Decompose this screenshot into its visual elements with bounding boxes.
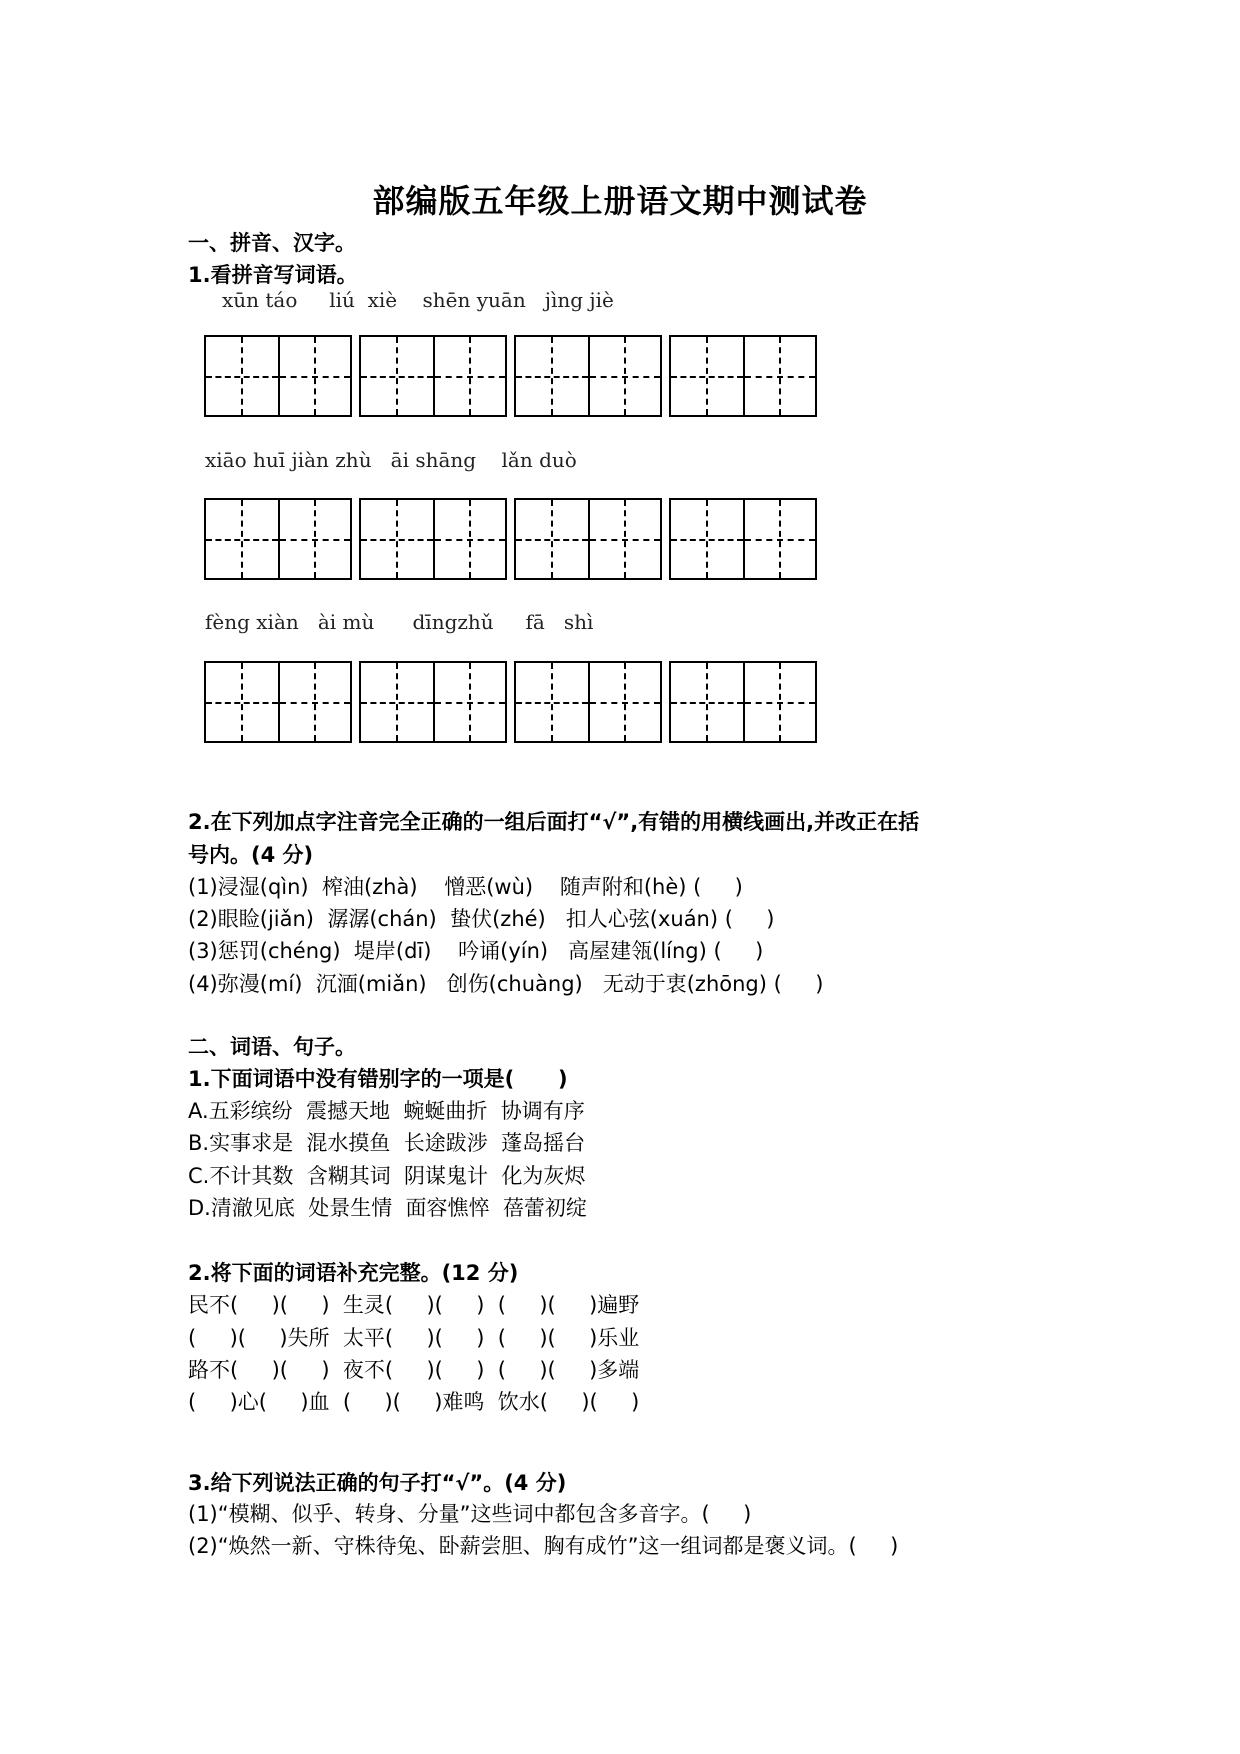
char-cell[interactable] xyxy=(278,663,350,741)
char-cell[interactable] xyxy=(743,337,815,415)
char-cell[interactable] xyxy=(743,500,815,578)
q2-item-1: (1)浸湿(qìn) 榨油(zhà) 憎恶(wù) 随声附和(hè) ( ) xyxy=(188,875,743,899)
char-cell[interactable] xyxy=(588,663,660,741)
option-b: B.实事求是 混水摸鱼 长途跋涉 蓬岛摇台 xyxy=(188,1131,586,1155)
word-box[interactable] xyxy=(514,661,662,743)
word-box[interactable] xyxy=(204,335,352,417)
fill-row-3: 路不( )( ) 夜不( )( ) ( )( )多端 xyxy=(188,1358,640,1382)
writing-grid-row-2[interactable] xyxy=(204,498,817,580)
char-cell[interactable] xyxy=(671,500,743,578)
word-box[interactable] xyxy=(514,498,662,580)
char-cell[interactable] xyxy=(278,337,350,415)
word-box[interactable] xyxy=(204,498,352,580)
q1-heading: 1.看拼音写词语。 xyxy=(188,263,358,287)
char-cell[interactable] xyxy=(206,500,278,578)
s2-q2-heading: 2.将下面的词语补充完整。(12 分) xyxy=(188,1261,519,1285)
word-box[interactable] xyxy=(669,498,817,580)
q2-item-3: (3)惩罚(chéng) 堤岸(dī) 吟诵(yín) 高屋建瓴(líng) ( ) xyxy=(188,939,764,963)
char-cell[interactable] xyxy=(206,337,278,415)
char-cell[interactable] xyxy=(433,663,505,741)
char-cell[interactable] xyxy=(361,500,433,578)
section1-heading: 一、拼音、汉字。 xyxy=(188,231,356,255)
pinyin-row-3: fèng xiàn ài mù dīngzhǔ fā shì xyxy=(205,610,594,634)
word-box[interactable] xyxy=(359,661,507,743)
q2-heading-line2: 号内。(4 分) xyxy=(188,843,314,867)
word-box[interactable] xyxy=(359,498,507,580)
char-cell[interactable] xyxy=(433,337,505,415)
page-title: 部编版五年级上册语文期中测试卷 xyxy=(372,182,868,220)
fill-row-4: ( )心( )血 ( )( )难鸣 饮水( )( ) xyxy=(188,1390,640,1414)
option-a: A.五彩缤纷 震撼天地 蜿蜒曲折 协调有序 xyxy=(188,1099,585,1123)
pinyin-row-1: xūn táo liú xiè shēn yuān jìng jiè xyxy=(222,288,614,312)
char-cell[interactable] xyxy=(671,663,743,741)
char-cell[interactable] xyxy=(588,337,660,415)
char-cell[interactable] xyxy=(516,500,588,578)
writing-grid-row-3[interactable] xyxy=(204,661,817,743)
q2-heading-line1: 2.在下列加点字注音完全正确的一组后面打“√”,有错的用横线画出,并改正在括 xyxy=(188,810,920,834)
char-cell[interactable] xyxy=(671,337,743,415)
s2-q3-item-1: (1)“模糊、似乎、转身、分量”这些词中都包含多音字。( ) xyxy=(188,1502,752,1526)
char-cell[interactable] xyxy=(743,663,815,741)
char-cell[interactable] xyxy=(278,500,350,578)
option-c: C.不计其数 含糊其词 阴谋鬼计 化为灰烬 xyxy=(188,1164,586,1188)
fill-row-1: 民不( )( ) 生灵( )( ) ( )( )遍野 xyxy=(188,1293,640,1317)
word-box[interactable] xyxy=(204,661,352,743)
char-cell[interactable] xyxy=(516,337,588,415)
word-box[interactable] xyxy=(669,661,817,743)
word-box[interactable] xyxy=(669,335,817,417)
word-box[interactable] xyxy=(514,335,662,417)
s2-q3-heading: 3.给下列说法正确的句子打“√”。(4 分) xyxy=(188,1471,567,1495)
pinyin-row-2: xiāo huī jiàn zhù āi shāng lǎn duò xyxy=(205,448,577,472)
char-cell[interactable] xyxy=(588,500,660,578)
writing-grid-row-1[interactable] xyxy=(204,335,817,417)
char-cell[interactable] xyxy=(516,663,588,741)
s2-q1-heading: 1.下面词语中没有错别字的一项是( ) xyxy=(188,1067,568,1091)
fill-row-2: ( )( )失所 太平( )( ) ( )( )乐业 xyxy=(188,1326,640,1350)
char-cell[interactable] xyxy=(361,663,433,741)
char-cell[interactable] xyxy=(206,663,278,741)
char-cell[interactable] xyxy=(361,337,433,415)
s2-q3-item-2: (2)“焕然一新、守株待兔、卧薪尝胆、胸有成竹”这一组词都是褒义词。( ) xyxy=(188,1534,899,1558)
q2-item-4: (4)弥漫(mí) 沉湎(miǎn) 创伤(chuàng) 无动于衷(zhōng) ( ) xyxy=(188,972,824,996)
option-d: D.清澈见底 处景生情 面容憔悴 蓓蕾初绽 xyxy=(188,1196,587,1220)
char-cell[interactable] xyxy=(433,500,505,578)
q2-item-2: (2)眼睑(jiǎn) 潺潺(chán) 蛰伏(zhé) 扣人心弦(xuán) ( ) xyxy=(188,907,775,931)
word-box[interactable] xyxy=(359,335,507,417)
section2-heading: 二、词语、句子。 xyxy=(188,1035,356,1059)
